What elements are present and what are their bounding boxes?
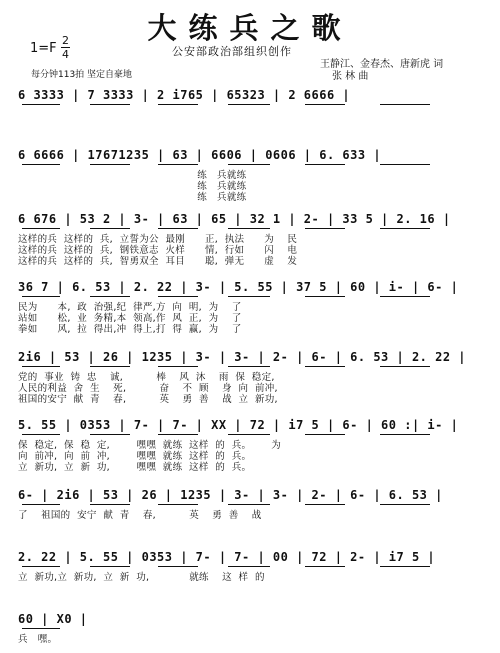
- beam-line: [228, 228, 270, 229]
- lyric-line: 拳如 风, 拉 得出,冲 得上,打 得 赢, 为 了: [18, 324, 242, 335]
- time-signature-bottom: 4: [62, 48, 69, 61]
- beam-line: [380, 164, 430, 165]
- lyric-line: 这样的兵 这样的 兵, 智勇双全 耳目 聪, 弹无 虚 发: [18, 256, 298, 267]
- beam-line: [305, 504, 345, 505]
- notation-line: 5. 55 | 0353 | 7- | 7- | XX | 72 | i7 5 | 6- | 60 :| i- |: [18, 418, 459, 432]
- time-signature-top: 2: [62, 34, 69, 47]
- lyric-line: 站如 松, 业 务精,本 领高,作 风 正, 为 了: [18, 313, 242, 324]
- beam-line: [22, 566, 60, 567]
- beam-line: [305, 164, 345, 165]
- lyricist-credit: 王静江、金春杰、唐新虎 词: [320, 59, 444, 70]
- composer-credit: 张 林 曲: [332, 71, 369, 82]
- beam-line: [22, 104, 60, 105]
- staff-system: [0, 212, 500, 267]
- notation-line: 36 7 | 6. 53 | 2. 22 | 3- | 5. 55 | 37 5 | 60 | i- | 6- |: [18, 280, 459, 294]
- beam-line: [228, 164, 270, 165]
- tempo-marking: 每分钟113拍 坚定自豪地: [31, 70, 133, 80]
- beam-line: [158, 566, 198, 567]
- lyric-line: 练 兵就练: [18, 170, 247, 181]
- beam-line: [228, 434, 270, 435]
- beam-line: [158, 164, 198, 165]
- staff-system: [0, 148, 500, 203]
- lyric-line: 人民的利益 舍 生 死, 奋 不 顾 身 向 前冲,: [18, 383, 278, 394]
- staff-system: [0, 88, 500, 108]
- beam-line: [228, 366, 270, 367]
- key-signature: 1=F: [30, 41, 57, 56]
- beam-line: [22, 434, 60, 435]
- lyric-line: 党的 事业 铸 忠 诚, 棒 风 沐 雨 保 稳定,: [18, 372, 275, 383]
- notation-line: 6 6666 | 17671235 | 63 | 6606 | 0606 | 6. 633 |: [18, 148, 382, 162]
- notation-line: 6- | 2i6 | 53 | 26 | 1235 | 3- | 3- | 2- | 6- | 6. 53 |: [18, 488, 443, 502]
- beam-line: [228, 104, 270, 105]
- beam-line: [22, 164, 60, 165]
- beam-line: [305, 104, 345, 105]
- beam-line: [305, 566, 345, 567]
- beam-line: [90, 104, 130, 105]
- beam-line: [380, 296, 430, 297]
- beam-line: [22, 504, 60, 505]
- staff-system: [0, 612, 500, 645]
- beam-line: [22, 628, 60, 629]
- beam-line: [90, 566, 130, 567]
- notation-line: 60 | X0 |: [18, 612, 88, 626]
- lyric-line: 兵 嘿。: [18, 634, 58, 645]
- lyric-line: 这样的兵 这样的 兵, 钢铁意志 火样 情, 行如 闪 电: [18, 245, 298, 256]
- notation-line: 2. 22 | 5. 55 | 0353 | 7- | 7- | 00 | 72 | 2- | i7 5 |: [18, 550, 436, 564]
- beam-line: [158, 104, 198, 105]
- beam-line: [380, 504, 430, 505]
- notation-line: 2i6 | 53 | 26 | 1235 | 3- | 3- | 2- | 6- | 6. 53 | 2. 22 |: [18, 350, 467, 364]
- beam-line: [380, 228, 430, 229]
- beam-line: [90, 366, 130, 367]
- lyric-line: 了 祖国的 安宁 献 青 春, 英 勇 善 战: [18, 510, 262, 521]
- beam-line: [380, 566, 430, 567]
- beam-line: [90, 164, 130, 165]
- beam-line: [380, 434, 430, 435]
- organization-credit: 公安部政治部组织创作: [172, 45, 292, 58]
- beam-line: [22, 296, 60, 297]
- lyric-line: 向 前冲, 向 前 冲, 嘿嘿 就练 这样 的 兵。: [18, 451, 252, 462]
- lyric-line: 祖国的安宁 献 青 春, 英 勇 善 战 立 新功,: [18, 394, 278, 405]
- beam-line: [305, 434, 345, 435]
- lyric-line: 立 新功,立 新功, 立 新 功, 就练 这 样 的: [18, 572, 265, 583]
- staff-system: [0, 418, 500, 473]
- beam-line: [90, 504, 130, 505]
- beam-line: [22, 228, 60, 229]
- notation-line: 6 676 | 53 2 | 3- | 63 | 65 | 32 1 | 2- | 33 5 | 2. 16 |: [18, 212, 451, 226]
- beam-line: [158, 366, 198, 367]
- beam-line: [90, 296, 130, 297]
- staff-system: [0, 550, 500, 583]
- beam-line: [305, 228, 345, 229]
- lyric-line: 这样的兵 这样的 兵, 立誓为公 最刚 正, 执法 为 民: [18, 234, 298, 245]
- staff-system: [0, 488, 500, 521]
- lyric-line: 立 新功, 立 新 功, 嘿嘿 就练 这样 的 兵。: [18, 462, 252, 473]
- beam-line: [22, 366, 60, 367]
- beam-line: [158, 296, 198, 297]
- beam-line: [228, 296, 270, 297]
- lyric-line: 民为 本, 政 治强,纪 律严,方 向 明, 为 了: [18, 302, 242, 313]
- song-title: 大练兵之歌: [147, 11, 353, 45]
- lyric-line: 练 兵就练: [18, 181, 247, 192]
- beam-line: [90, 228, 130, 229]
- beam-line: [228, 566, 270, 567]
- staff-system: [0, 280, 500, 335]
- beam-line: [158, 504, 198, 505]
- beam-line: [305, 366, 345, 367]
- lyric-line: 练 兵就练: [18, 192, 247, 203]
- beam-line: [228, 504, 270, 505]
- beam-line: [158, 228, 198, 229]
- staff-system: [0, 350, 500, 405]
- beam-line: [305, 296, 345, 297]
- lyric-line: 保 稳定, 保 稳 定, 嘿嘿 就练 这样 的 兵。 为: [18, 440, 282, 451]
- beam-line: [90, 434, 130, 435]
- beam-line: [158, 434, 198, 435]
- beam-line: [380, 104, 430, 105]
- notation-line: 6 3333 | 7 3333 | 2 i765 | 65323 | 2 6666 |: [18, 88, 351, 102]
- beam-line: [380, 366, 430, 367]
